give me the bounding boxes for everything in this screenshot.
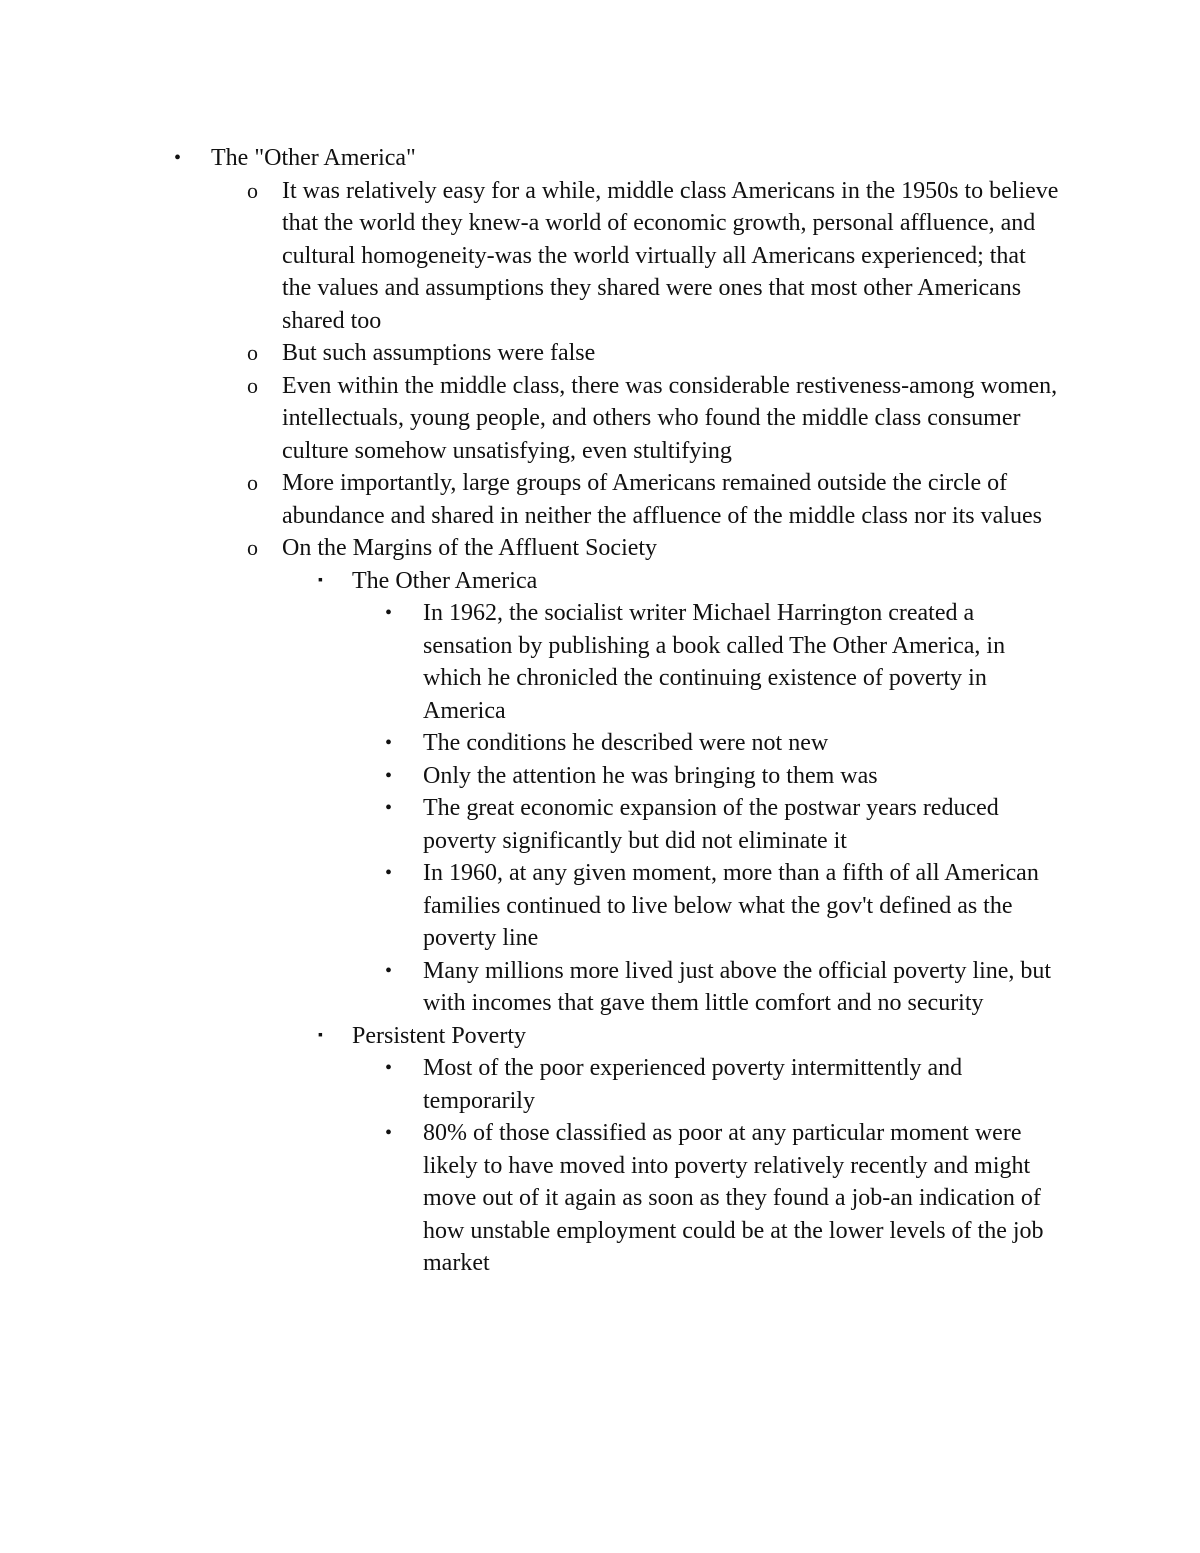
bullet-circle-icon: o <box>247 372 258 398</box>
bullet-square-icon: ▪ <box>318 1027 323 1043</box>
section-item-text: The great economic expansion of the postwar years reduced poverty significantly but did not eliminate it <box>423 795 999 854</box>
section-list-item <box>0 955 1060 1020</box>
section-title-item <box>0 565 1060 598</box>
bullet-circle-icon: o <box>247 340 258 365</box>
section-item-text: 80% of those classified as poor at any particular moment were likely to have moved into poverty relatively recently and might move out of it again as soon as they found a job-an indication of how unstable employment could be at the lower levels of the job market <box>423 1120 1044 1276</box>
section-title: Persistent Poverty <box>352 1022 526 1049</box>
bullet-disc-icon: • <box>385 959 393 982</box>
section-item-text: Many millions more lived just above the official poverty line, but with incomes that gave them little comfort and no security <box>423 957 1052 1016</box>
bullet-circle-icon: o <box>247 535 258 560</box>
notes-outline <box>0 142 1200 1280</box>
section-list-item <box>0 727 1060 760</box>
section-list-item <box>0 597 1060 727</box>
outline-point-text: It was relatively easy for a while, middle class Americans in the 1950s to believe that the world they knew-a world of economic growth, personal affluence, and cultural homogeneity-was the world virtually all Americans experienced; that the values and assumptions they shared were ones that most other Americans shared too <box>282 177 1059 334</box>
section-title-item <box>0 1020 1060 1053</box>
section-list-item <box>0 760 1060 793</box>
outline-point-text: Even within the middle class, there was considerable restiveness-among women, intellectuals, young people, and others who found the middle class consumer culture somehow unsatisfying, even stultifying <box>282 372 1058 464</box>
outline-point-text: More importantly, large groups of Americans remained outside the circle of abundance and shared in neither the affluence of the middle class nor its values <box>282 470 1042 529</box>
section-item-text: The conditions he described were not new <box>423 730 829 756</box>
outline-point-text: But such assumptions were false <box>282 340 596 366</box>
section-list-item <box>0 1052 1060 1117</box>
section-item-text: Most of the poor experienced poverty intermittently and temporarily <box>423 1055 963 1114</box>
outline-point <box>0 532 1060 565</box>
bullet-disc-icon: • <box>385 1122 393 1144</box>
bullet-disc-icon: • <box>385 797 393 819</box>
outline-heading-item <box>0 142 1060 175</box>
section-title: The Other America <box>352 567 538 594</box>
outline-point <box>0 467 1060 532</box>
bullet-disc-icon: • <box>385 1057 393 1079</box>
bullet-disc-icon: • <box>174 147 182 169</box>
outline-point-text: On the Margins of the Affluent Society <box>282 535 658 561</box>
section-item-text: Only the attention he was bringing to them was <box>423 762 878 789</box>
bullet-square-icon: ▪ <box>318 572 323 588</box>
bullet-disc-icon: • <box>385 862 393 884</box>
outline-point <box>0 337 1060 370</box>
bullet-circle-icon: o <box>247 177 258 203</box>
bullet-disc-icon: • <box>385 602 393 624</box>
section-list-item <box>0 857 1060 955</box>
bullet-disc-icon: • <box>385 764 393 787</box>
bullet-disc-icon: • <box>385 732 393 754</box>
bullet-circle-icon: o <box>247 470 258 495</box>
outline-point <box>0 175 1060 338</box>
section-list-item <box>0 792 1060 857</box>
section-list-item <box>0 1117 1060 1280</box>
outline-point <box>0 370 1060 468</box>
section-item-text: In 1962, the socialist writer Michael Harrington created a sensation by publishing a book called The Other America, in which he chronicled the continuing existence of poverty in America <box>423 600 1006 724</box>
outline-heading: The "Other America" <box>211 145 416 171</box>
section-item-text: In 1960, at any given moment, more than a fifth of all American families continued to live below what the gov't defined as the poverty line <box>423 860 1039 951</box>
